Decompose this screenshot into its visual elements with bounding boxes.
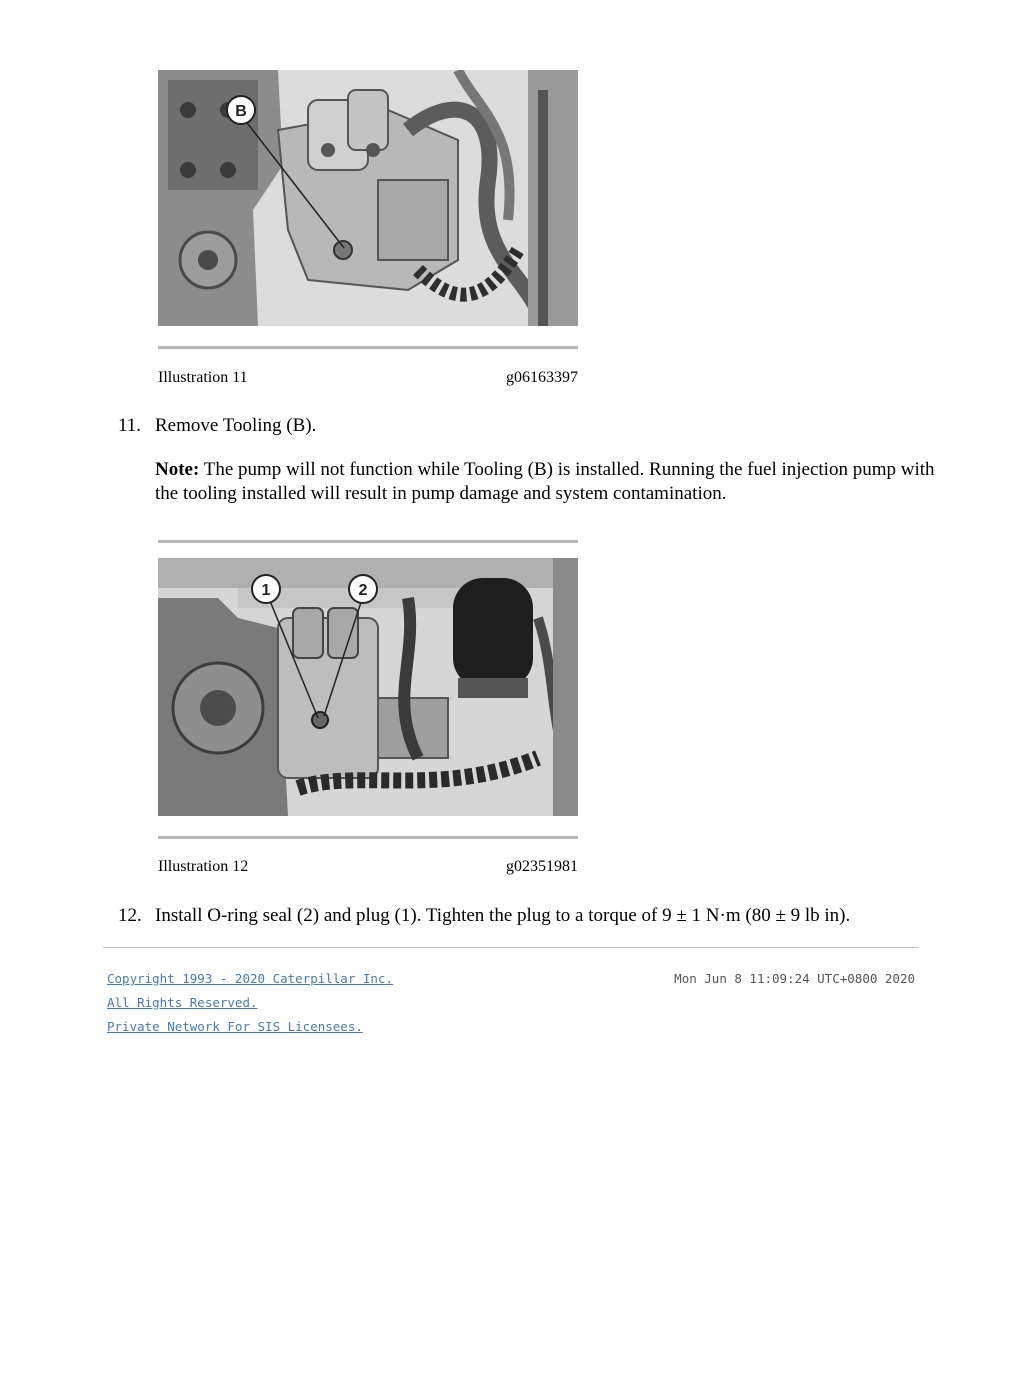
- figure-divider: [158, 540, 578, 543]
- step-number: 11.: [118, 415, 142, 436]
- note-paragraph: [155, 458, 935, 506]
- callout-1: 1: [261, 582, 271, 599]
- network-link[interactable]: Private Network For SIS Licensees.: [107, 1019, 363, 1034]
- footer-divider: [103, 947, 919, 948]
- illustration-11: [158, 70, 578, 390]
- step-text: Install O-ring seal (2) and plug (1). Tighten the plug to a torque of 9 ± 1 N·m (80 ± 9 lb in).: [155, 905, 851, 926]
- engine-photo-tooling-b: [158, 70, 578, 326]
- copyright-link[interactable]: Copyright 1993 - 2020 Caterpillar Inc.: [107, 971, 393, 986]
- step-11: [118, 415, 316, 437]
- figure-divider: [158, 346, 578, 349]
- figure-caption: Illustration 12: [158, 858, 249, 875]
- figure-code: g06163397: [506, 369, 578, 386]
- rights-link[interactable]: All Rights Reserved.: [107, 995, 258, 1010]
- callout-b: B: [235, 103, 247, 120]
- step-12: [118, 905, 850, 927]
- note-text: The pump will not function while Tooling (B) is installed. Running the fuel injection pump with the tooling installed will result in pump damage and system contamination.: [155, 459, 935, 504]
- note-label: Note:: [155, 459, 200, 480]
- figure-caption: Illustration 11: [158, 369, 248, 386]
- illustration-12: [158, 540, 578, 880]
- figure-divider: [158, 836, 578, 839]
- footer-timestamp: Mon Jun 8 11:09:24 UTC+0800 2020: [674, 971, 915, 986]
- engine-photo-oring-plug: [158, 558, 578, 816]
- callout-2: 2: [358, 582, 368, 599]
- step-text: Remove Tooling (B).: [155, 415, 317, 436]
- figure-code: g02351981: [506, 858, 578, 875]
- step-number: 12.: [118, 905, 142, 926]
